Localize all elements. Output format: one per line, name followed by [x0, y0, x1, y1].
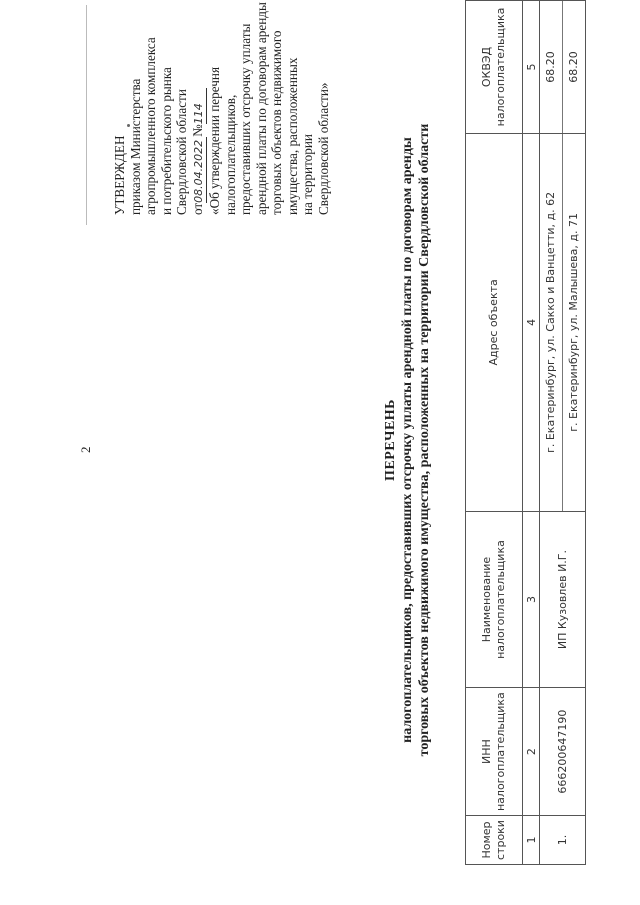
address-item: г. Екатеринбург, ул. Малышева, д. 71 — [562, 134, 585, 511]
row-number: 1. — [540, 816, 586, 865]
approval-title-line: торговых объектов недвижимого — [269, 30, 284, 215]
approval-title-line: налогоплательщиков, — [222, 94, 238, 215]
approval-line: приказом Министерства — [127, 78, 143, 215]
approval-heading: УТВЕРЖДЕН — [112, 135, 127, 215]
header-okved: ОКВЭД налогоплательщика — [466, 1, 523, 134]
table-row — [540, 1, 586, 865]
row-addresses — [540, 133, 586, 511]
subtitle-line: торговых объектов недвижимого имущества, расположенных на территории Свердловской области — [417, 123, 432, 757]
header-inn: ИНН налогоплательщика — [466, 688, 523, 816]
header-row-number: Номер строки — [466, 816, 523, 865]
address-item: г. Екатеринбург, ул. Сакко и Ванцетти, д. 62 — [544, 191, 557, 453]
okved-item: 68.20 — [544, 51, 557, 83]
taxpayer-table — [465, 0, 586, 865]
number-prefix: № — [189, 124, 205, 137]
approval-block — [112, 2, 331, 215]
page-number: 2 — [78, 446, 93, 453]
approval-title-line: Свердловской области» — [315, 82, 331, 215]
approval-title-line: на территории — [300, 134, 315, 215]
approval-title-line: «Об утверждении перечня — [207, 66, 222, 215]
approval-title-line: арендной платы по договорам аренды — [253, 2, 269, 215]
subtitle-line: налогоплательщиков, предоставивших отсрочку уплаты арендной платы по договорам аренды — [400, 137, 415, 743]
okved-item: 68.20 — [562, 1, 585, 133]
date-prefix: от — [189, 202, 205, 215]
column-number: 1 — [523, 816, 540, 865]
header-taxpayer-name: Наименование налогоплательщика — [466, 511, 523, 687]
approval-date-line — [190, 5, 208, 215]
column-number: 5 — [523, 1, 540, 134]
row-okved — [540, 1, 586, 134]
handwritten-number: 114 — [191, 88, 208, 124]
approval-title-line: предоставивших отсрочку уплаты — [238, 23, 253, 215]
header-object-address: Адрес объекта — [466, 133, 523, 511]
handwritten-date: 08.04.2022 — [191, 137, 208, 203]
approval-line: Свердловской области — [174, 89, 189, 215]
column-number: 4 — [523, 133, 540, 511]
divider — [86, 5, 87, 225]
document-subtitle — [399, 5, 433, 875]
approval-line: и потребительского рынка — [158, 67, 174, 215]
table-header-row — [466, 1, 523, 865]
column-number: 3 — [523, 511, 540, 687]
document-title: ПЕРЕЧЕНЬ — [383, 399, 398, 481]
row-inn: 666200647190 — [540, 688, 586, 816]
approval-line: агропромышленного комплекса — [143, 37, 158, 215]
row-taxpayer-name: ИП Кузовлев И.Г. — [540, 511, 586, 687]
approval-title-line: имущества, расположенных — [284, 57, 300, 215]
column-number: 2 — [523, 688, 540, 816]
column-number-row — [523, 1, 540, 865]
